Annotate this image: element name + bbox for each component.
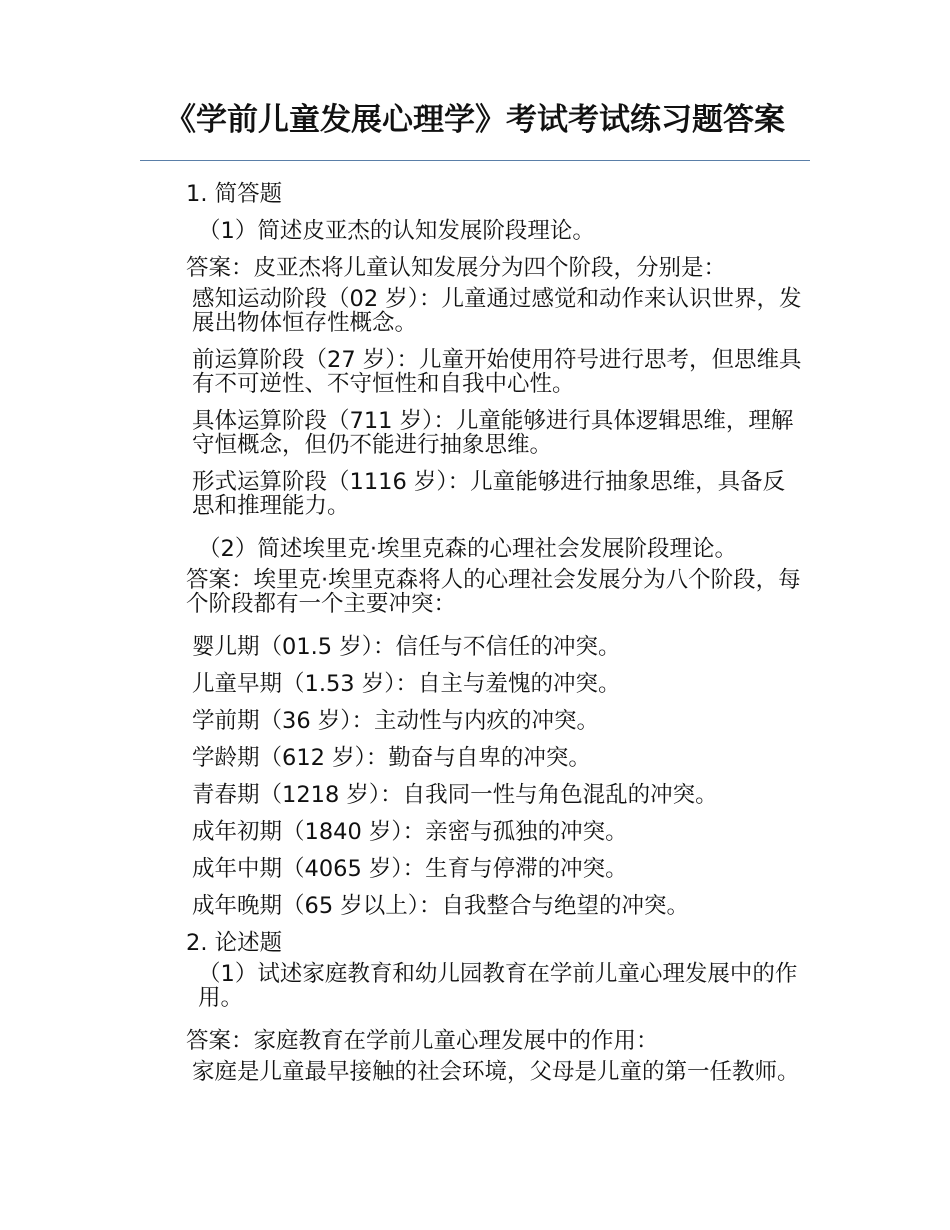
answer-item: 学龄期（612 岁）：勤奋与自卑的冲突。: [192, 745, 591, 771]
section-heading: 2. 论述题: [186, 930, 283, 956]
answer-item: 感知运动阶段（02 岁）：儿童通过感觉和动作来认识世界，发展出物体恒存性概念。: [192, 286, 802, 336]
answer-item: 前运算阶段（27 岁）：儿童开始使用符号进行思考，但思维具有不可逆性、不守恒性和自我中心性。: [192, 347, 802, 397]
answer-item: 成年初期（1840 岁）：亲密与孤独的冲突。: [192, 819, 628, 845]
document-title: 《学前儿童发展心理学》考试考试练习题答案: [165, 102, 785, 138]
answer-item: 具体运算阶段（711 岁）：儿童能够进行具体逻辑思维，理解守恒概念，但仍不能进行抽象思维。: [192, 408, 794, 458]
answer-item: 青春期（1218 岁）：自我同一性与角色混乱的冲突。: [192, 782, 718, 808]
title-underline: [140, 160, 810, 161]
answer-item: 儿童早期（1.53 岁）：自主与羞愧的冲突。: [192, 671, 621, 697]
answer-item: 形式运算阶段（1116 岁）：儿童能够进行抽象思维，具备反思和推理能力。: [192, 469, 786, 519]
document-body: [140, 176, 805, 1097]
answer-intro: 答案：家庭教育在学前儿童心理发展中的作用：: [186, 1028, 659, 1054]
section-heading: 1. 简答题: [186, 181, 283, 207]
answer-item: 成年晚期（65 岁以上）：自我整合与绝望的冲突。: [192, 893, 690, 919]
question: （2）简述埃里克·埃里克森的心理社会发展阶段理论。: [198, 536, 737, 562]
answer-item: 学前期（36 岁）：主动性与内疚的冲突。: [192, 708, 600, 734]
answer-intro: 答案：皮亚杰将儿童认知发展分为四个阶段，分别是：: [186, 255, 727, 281]
question: （1）简述皮亚杰的认知发展阶段理论。: [198, 218, 595, 244]
answer-intro: 答案：埃里克·埃里克森将人的心理社会发展分为八个阶段，每个阶段都有一个主要冲突：: [186, 567, 801, 617]
answer-item: 家庭是儿童最早接触的社会环境，父母是儿童的第一任教师。: [192, 1059, 800, 1085]
answer-item: 成年中期（4065 岁）：生育与停滞的冲突。: [192, 856, 628, 882]
answer-item: 婴儿期（01.5 岁）：信任与不信任的冲突。: [192, 634, 621, 660]
question: （1）试述家庭教育和幼儿园教育在学前儿童心理发展中的作用。: [198, 961, 798, 1011]
